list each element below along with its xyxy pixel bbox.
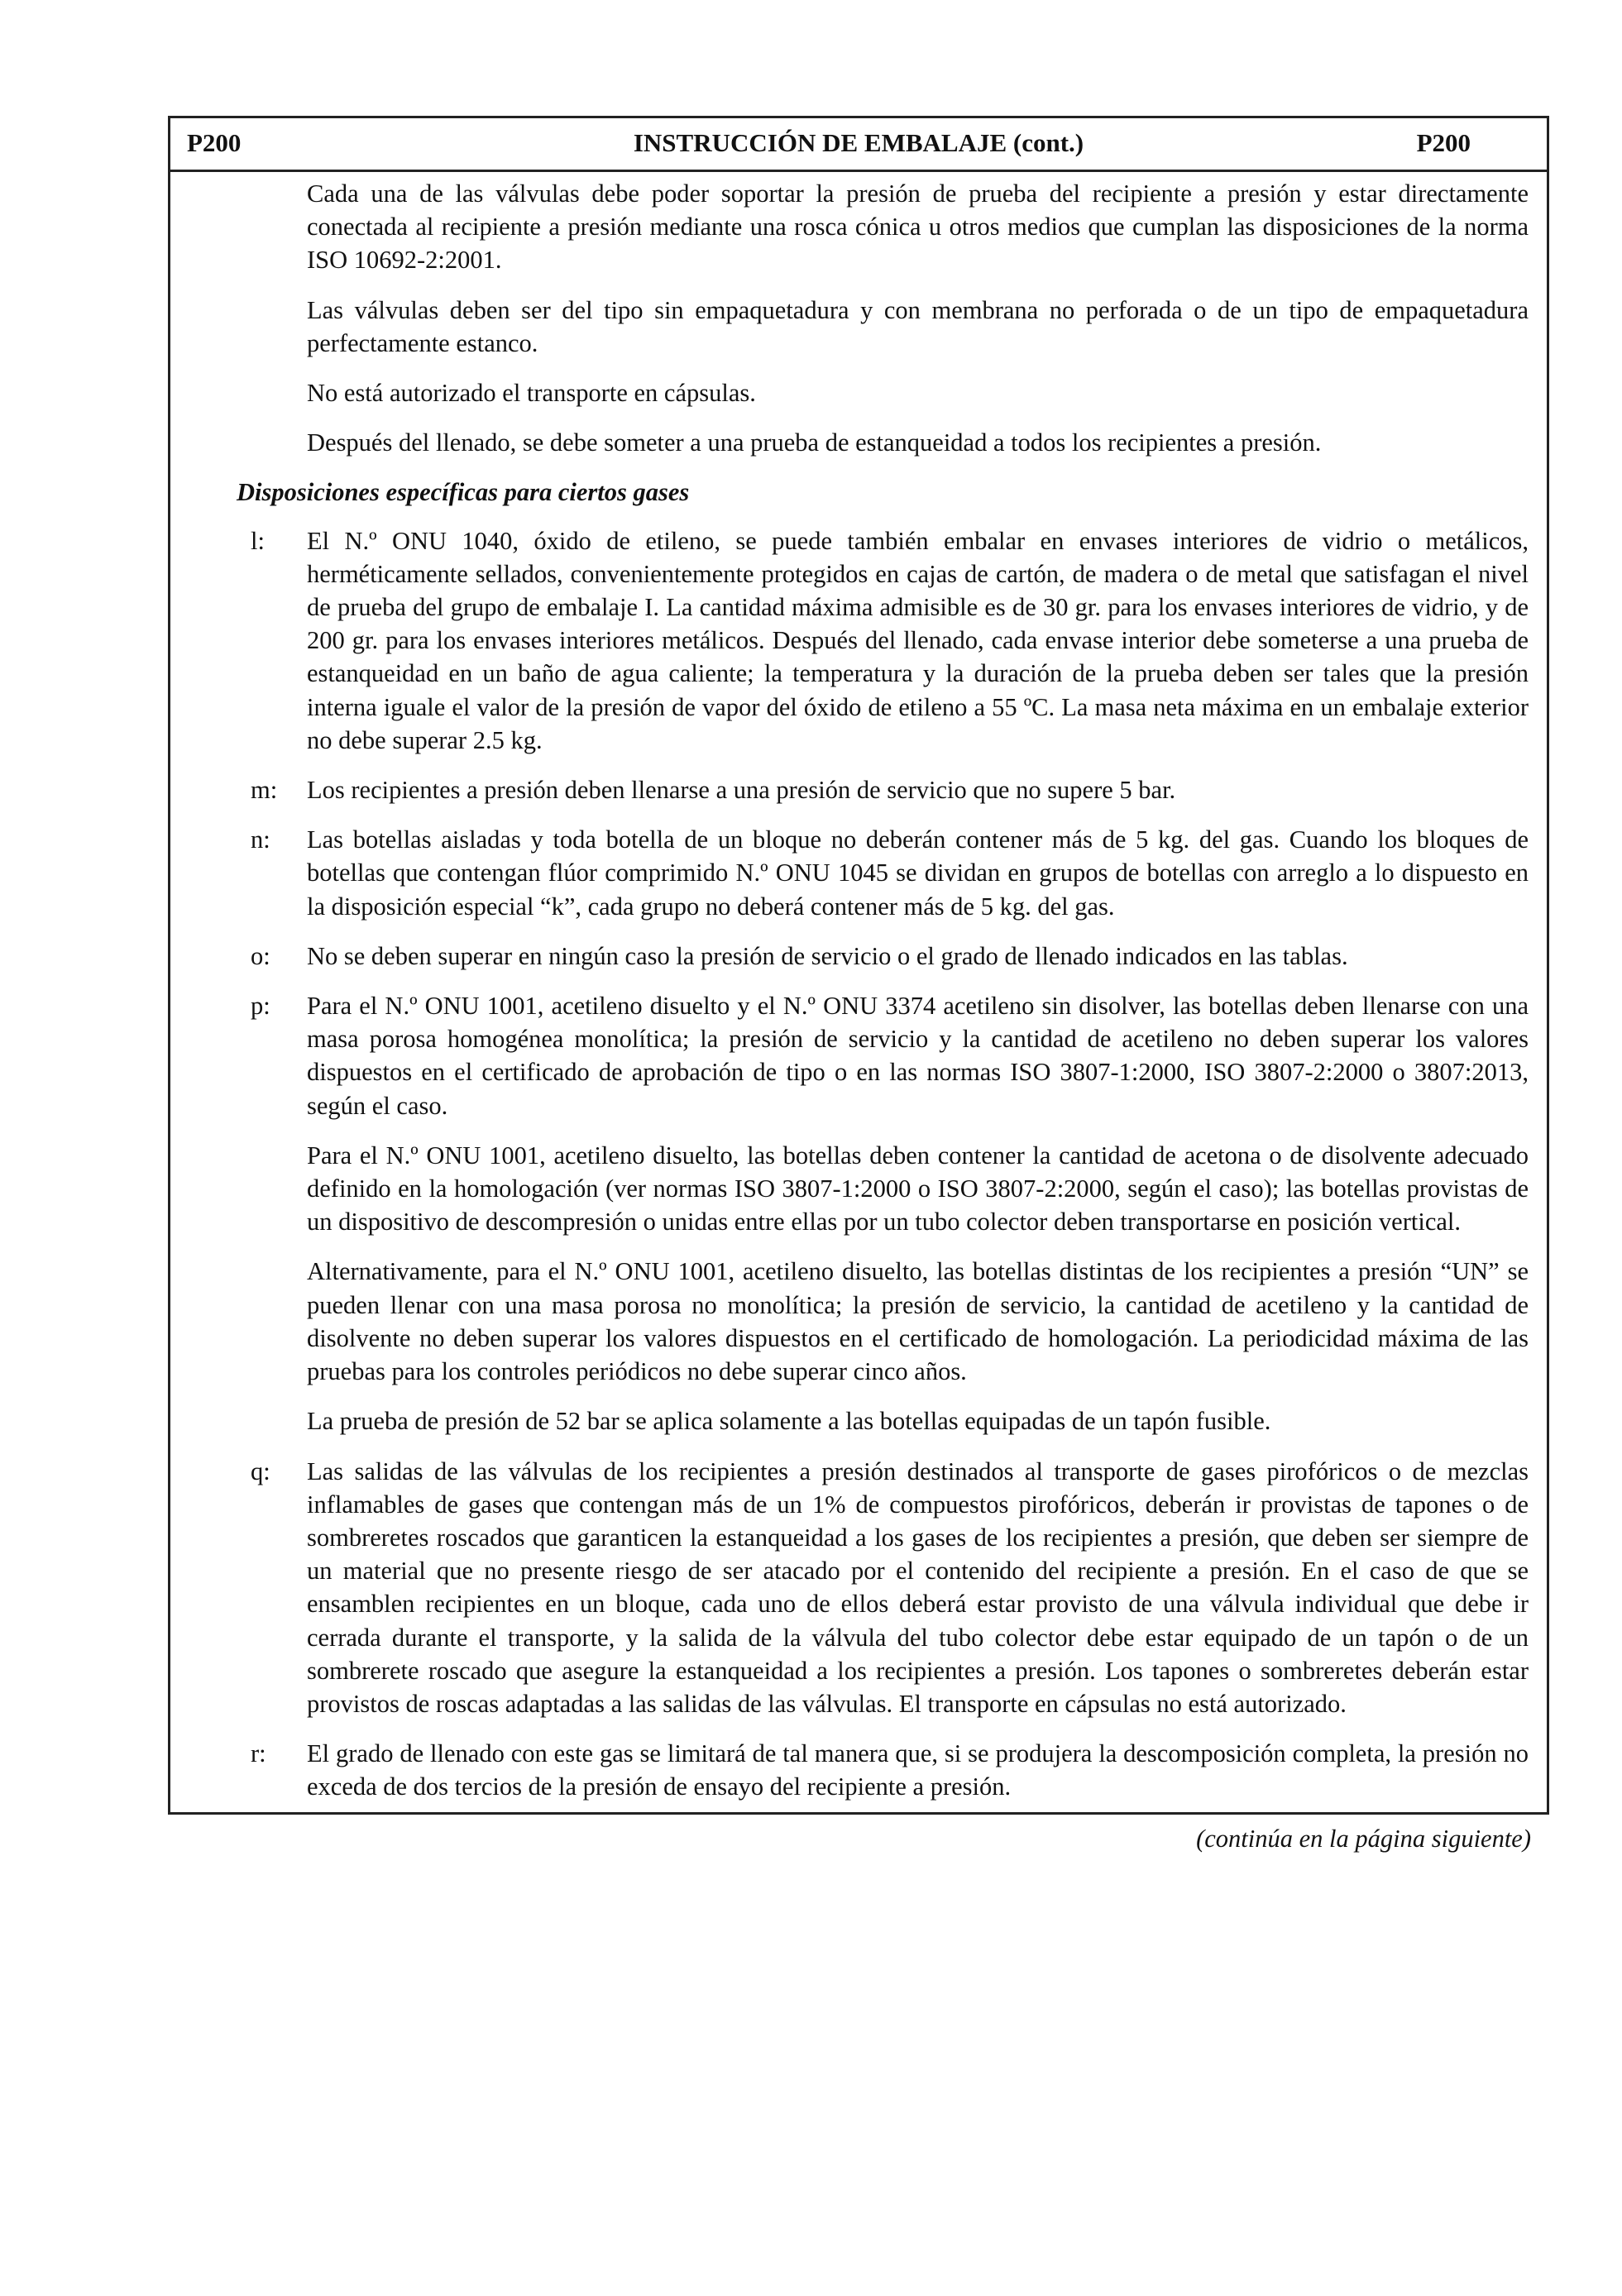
packing-instruction-table [168, 116, 1549, 1815]
provision-item-r [170, 1737, 1529, 1803]
provision-body [307, 823, 1529, 923]
provision-item-n [170, 823, 1529, 923]
table-body [170, 172, 1547, 1812]
provision-paragraph: Para el N.º ONU 1001, acetileno disuelto, las botellas deben contener la cantidad de acetona o de disolvente adecuado definido en la homologación (ver normas ISO 3807-1:2000 o ISO 3807-2:2000, según el caso); las botellas provistas de un dispositivo de descompresión o unidas entre ellas por un tubo colector deben transportarse en posición vertical. [307, 1141, 1529, 1236]
provision-item-l [170, 524, 1529, 757]
provision-paragraph: Los recipientes a presión deben llenarse a una presión de servicio que no supere 5 bar. [307, 776, 1176, 805]
provision-body [307, 524, 1529, 757]
instruction-title: INSTRUCCIÓN DE EMBALAJE (cont.) [633, 128, 1084, 157]
section-subheading: Disposiciones específicas para ciertos gases [237, 478, 690, 507]
intro-paragraph: Después del llenado, se debe someter a una prueba de estanqueidad a todos los recipientes a presión. [307, 428, 1322, 457]
provision-body [307, 773, 1529, 806]
provision-letter: q: [251, 1457, 270, 1485]
table-header [170, 118, 1547, 172]
provision-paragraph: No se deben superar en ningún caso la presión de servicio o el grado de llenado indicados en las tablas. [307, 941, 1348, 970]
provision-letter: l: [251, 526, 265, 555]
intro-paragraph: Las válvulas deben ser del tipo sin empaquetadura y con membrana no perforada o de un tipo de empaquetadura perfectamente estanco. [307, 295, 1529, 357]
intro-paragraph: No está autorizado el transporte en cápsulas. [307, 379, 756, 408]
provision-letter: m: [251, 776, 278, 805]
provision-paragraph: El N.º ONU 1040, óxido de etileno, se puede también embalar en envases interiores de vidrio o metálicos, herméticamente sellados, convenientemente protegidos en cajas de cartón, de madera o de metal que satisfagan el nivel de prueba del grupo de embalaje I. La cantidad máxima admisible es de 30 gr. para los envases interiores de vidrio, y de 200 gr. para los envases interiores metálicos. Después del llenado, cada envase interior debe someterse a una prueba de estanqueidad en un baño de agua caliente; la temperatura y la duración de la prueba deben ser tales que la presión interna iguale el valor de la presión de vapor del óxido de etileno a 55 ºC. La masa neta máxima en un embalaje exterior no debe superar 2.5 kg. [307, 526, 1529, 754]
provision-body [307, 1737, 1529, 1803]
provision-body [307, 940, 1529, 973]
instruction-code-right: P200 [1416, 128, 1471, 157]
provision-paragraph: El grado de llenado con este gas se limitará de tal manera que, si se produjera la descomposición completa, la presión no exceda de dos tercios de la presión de ensayo del recipiente a presión. [307, 1739, 1529, 1801]
provision-paragraph: Para el N.º ONU 1001, acetileno disuelto y el N.º ONU 3374 acetileno sin disolver, las botellas deben llenarse con una masa porosa homogénea monolítica; la presión de servicio y la cantidad de acetileno no deben superar los valores dispuestos en el certificado de aprobación de tipo o en las normas ISO 3807-1:2000, ISO 3807-2:2000 o 3807:2013, según el caso. [307, 992, 1529, 1120]
provision-paragraph: Alternativamente, para el N.º ONU 1001, acetileno disuelto, las botellas distintas de los recipientes a presión “UN” se pueden llenar con una masa porosa no monolítica; la presión de servicio, la cantidad de acetileno y la cantidad de disolvente no deben superar los valores dispuestos en el certificado de homologación. La periodicidad máxima de las pruebas para los controles periódicos no debe superar cinco años. [307, 1257, 1529, 1386]
provision-item-o [170, 940, 1529, 973]
provision-item-m [170, 773, 1529, 806]
continuation-note: (continúa en la página siguiente) [1196, 1825, 1531, 1853]
provision-item-p [170, 989, 1529, 1437]
intro-paragraph: Cada una de las válvulas debe poder soportar la presión de prueba del recipiente a presión y estar directamente conectada al recipiente a presión mediante una rosca cónica u otros medios que cumplan las disposiciones de la norma ISO 10692-2:2001. [307, 179, 1529, 275]
provision-item-q [170, 1455, 1529, 1721]
provision-letter: n: [251, 825, 270, 854]
instruction-code-left: P200 [187, 128, 242, 157]
provision-body [307, 1455, 1529, 1721]
provision-paragraph: Las salidas de las válvulas de los recipientes a presión destinados al transporte de gases pirofóricos o de mezclas inflamables de gases que contengan más de un 1% de compuestos pirofóricos, deberán ir provistas de tapones o de sombreretes roscados que garanticen la estanqueidad a los gases de los recipientes a presión, que deben ser siempre de un material que no presente riesgo de ser atacado por el contenido del recipiente a presión. En el caso de que se ensamblen recipientes en un bloque, cada uno de ellos deberá estar provisto de una válvula individual que debe ir cerrada durante el transporte, y la salida de la válvula del tubo colector debe estar equipado de un tapón o de un sombrerete roscado que asegure la estanqueidad a los recipientes a presión. Los tapones o sombreretes deberán estar provistos de roscas adaptadas a las salidas de las válvulas. El transporte en cápsulas no está autorizado. [307, 1457, 1529, 1718]
provision-letter: o: [251, 941, 270, 970]
provision-paragraph: La prueba de presión de 52 bar se aplica solamente a las botellas equipadas de un tapón fusible. [307, 1407, 1271, 1436]
provision-letter: r: [251, 1739, 266, 1768]
provision-paragraph: Las botellas aisladas y toda botella de un bloque no deberán contener más de 5 kg. del gas. Cuando los bloques de botellas que contengan flúor comprimido N.º ONU 1045 se dividan en grupos de botellas con arreglo a lo dispuesto en la disposición especial “k”, cada grupo no deberá contener más de 5 kg. del gas. [307, 825, 1529, 921]
provision-letter: p: [251, 992, 270, 1021]
provision-body [307, 989, 1529, 1437]
